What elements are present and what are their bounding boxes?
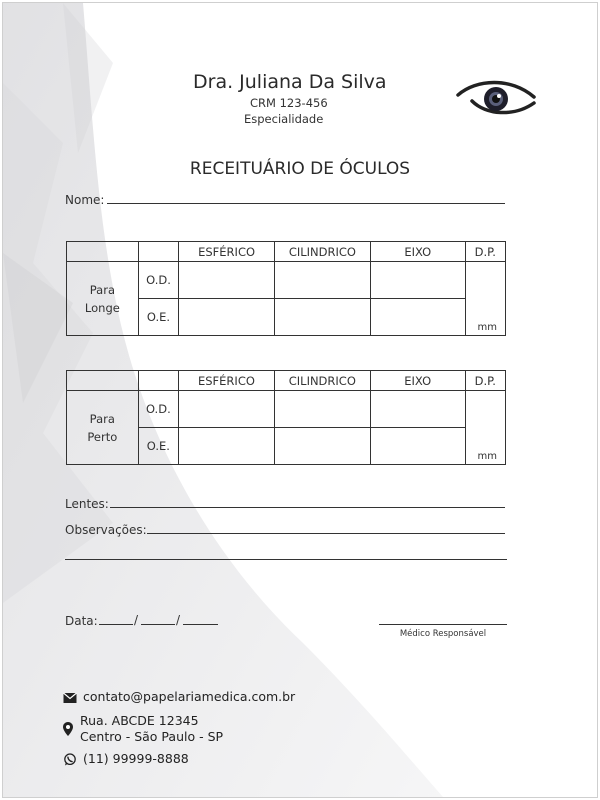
header-esferico: ESFÉRICO xyxy=(179,371,275,391)
group-label-line1: Para xyxy=(89,411,115,426)
far-od-cilindrico-cell[interactable] xyxy=(274,262,370,299)
envelope-icon xyxy=(63,693,77,703)
oe-label: O.E. xyxy=(138,299,178,336)
header-cilindrico: CILINDRICO xyxy=(274,242,370,262)
signature-label: Médico Responsável xyxy=(399,629,487,639)
od-label: O.D. xyxy=(138,391,178,428)
near-oe-cilindrico-cell[interactable] xyxy=(274,428,370,465)
observations-label: Observações: xyxy=(65,523,147,537)
group-label-line2: Longe xyxy=(84,300,120,315)
oe-label: O.E. xyxy=(138,428,178,465)
footer-phone-row xyxy=(63,751,189,766)
far-od-esferico-cell[interactable] xyxy=(179,262,275,299)
lenses-label: Lentes: xyxy=(65,497,109,511)
date-separator: / xyxy=(176,613,181,627)
header-dp: D.P. xyxy=(465,242,505,262)
footer-email: contato@papelariamedica.com.br xyxy=(83,689,296,704)
eye-icon xyxy=(456,75,538,121)
group-label-near xyxy=(67,391,139,465)
date-year-line[interactable] xyxy=(183,624,218,625)
name-label: Nome: xyxy=(65,193,105,207)
prescription-table-near xyxy=(66,370,506,465)
near-od-cilindrico-cell[interactable] xyxy=(274,391,370,428)
group-label-line2: Perto xyxy=(87,429,118,444)
header-eixo: EIXO xyxy=(370,242,465,262)
empty-header-cell xyxy=(67,371,139,391)
near-oe-esferico-cell[interactable] xyxy=(179,428,275,465)
empty-header-cell xyxy=(138,242,178,262)
doctor-name: Dra. Juliana Da Silva xyxy=(193,71,387,93)
prescription-table-far xyxy=(66,241,506,336)
observations-line-1[interactable] xyxy=(147,533,505,534)
near-od-eixo-cell[interactable] xyxy=(370,391,465,428)
far-dp-cell[interactable] xyxy=(465,262,505,336)
far-oe-esferico-cell[interactable] xyxy=(179,299,275,336)
footer-address-line2: Centro - São Paulo - SP xyxy=(80,729,224,744)
near-od-esferico-cell[interactable] xyxy=(179,391,275,428)
date-separator: / xyxy=(134,613,139,627)
date-day-line[interactable] xyxy=(99,624,133,625)
crm-number: CRM 123-456 xyxy=(250,96,328,110)
empty-header-cell xyxy=(67,242,139,262)
header-eixo: EIXO xyxy=(370,371,465,391)
header-esferico: ESFÉRICO xyxy=(179,242,275,262)
empty-header-cell xyxy=(138,371,178,391)
group-label-line1: Para xyxy=(89,282,115,297)
dp-unit: mm xyxy=(477,322,497,333)
document-title: RECEITUÁRIO DE ÓCULOS xyxy=(189,159,411,179)
dp-unit: mm xyxy=(477,451,497,462)
near-oe-eixo-cell[interactable] xyxy=(370,428,465,465)
lenses-line[interactable] xyxy=(110,507,505,508)
header-cilindrico: CILINDRICO xyxy=(274,371,370,391)
header-dp: D.P. xyxy=(465,371,505,391)
far-od-eixo-cell[interactable] xyxy=(370,262,465,299)
footer-address-line1: Rua. ABCDE 12345 xyxy=(80,713,199,728)
footer-email-row xyxy=(63,689,295,704)
date-month-line[interactable] xyxy=(141,624,175,625)
whatsapp-icon xyxy=(63,753,77,766)
date-label: Data: xyxy=(65,614,98,628)
prescription-sheet xyxy=(2,2,598,798)
near-dp-cell[interactable] xyxy=(465,391,505,465)
far-oe-cilindrico-cell[interactable] xyxy=(274,299,370,336)
od-label: O.D. xyxy=(138,262,178,299)
signature-line[interactable] xyxy=(379,624,507,625)
specialty: Especialidade xyxy=(244,112,324,126)
footer-phone: (11) 99999-8888 xyxy=(83,751,189,766)
far-oe-eixo-cell[interactable] xyxy=(370,299,465,336)
observations-line-2[interactable] xyxy=(65,559,507,560)
group-label-far xyxy=(67,262,139,336)
map-pin-icon xyxy=(63,722,73,736)
name-line[interactable] xyxy=(107,203,505,204)
